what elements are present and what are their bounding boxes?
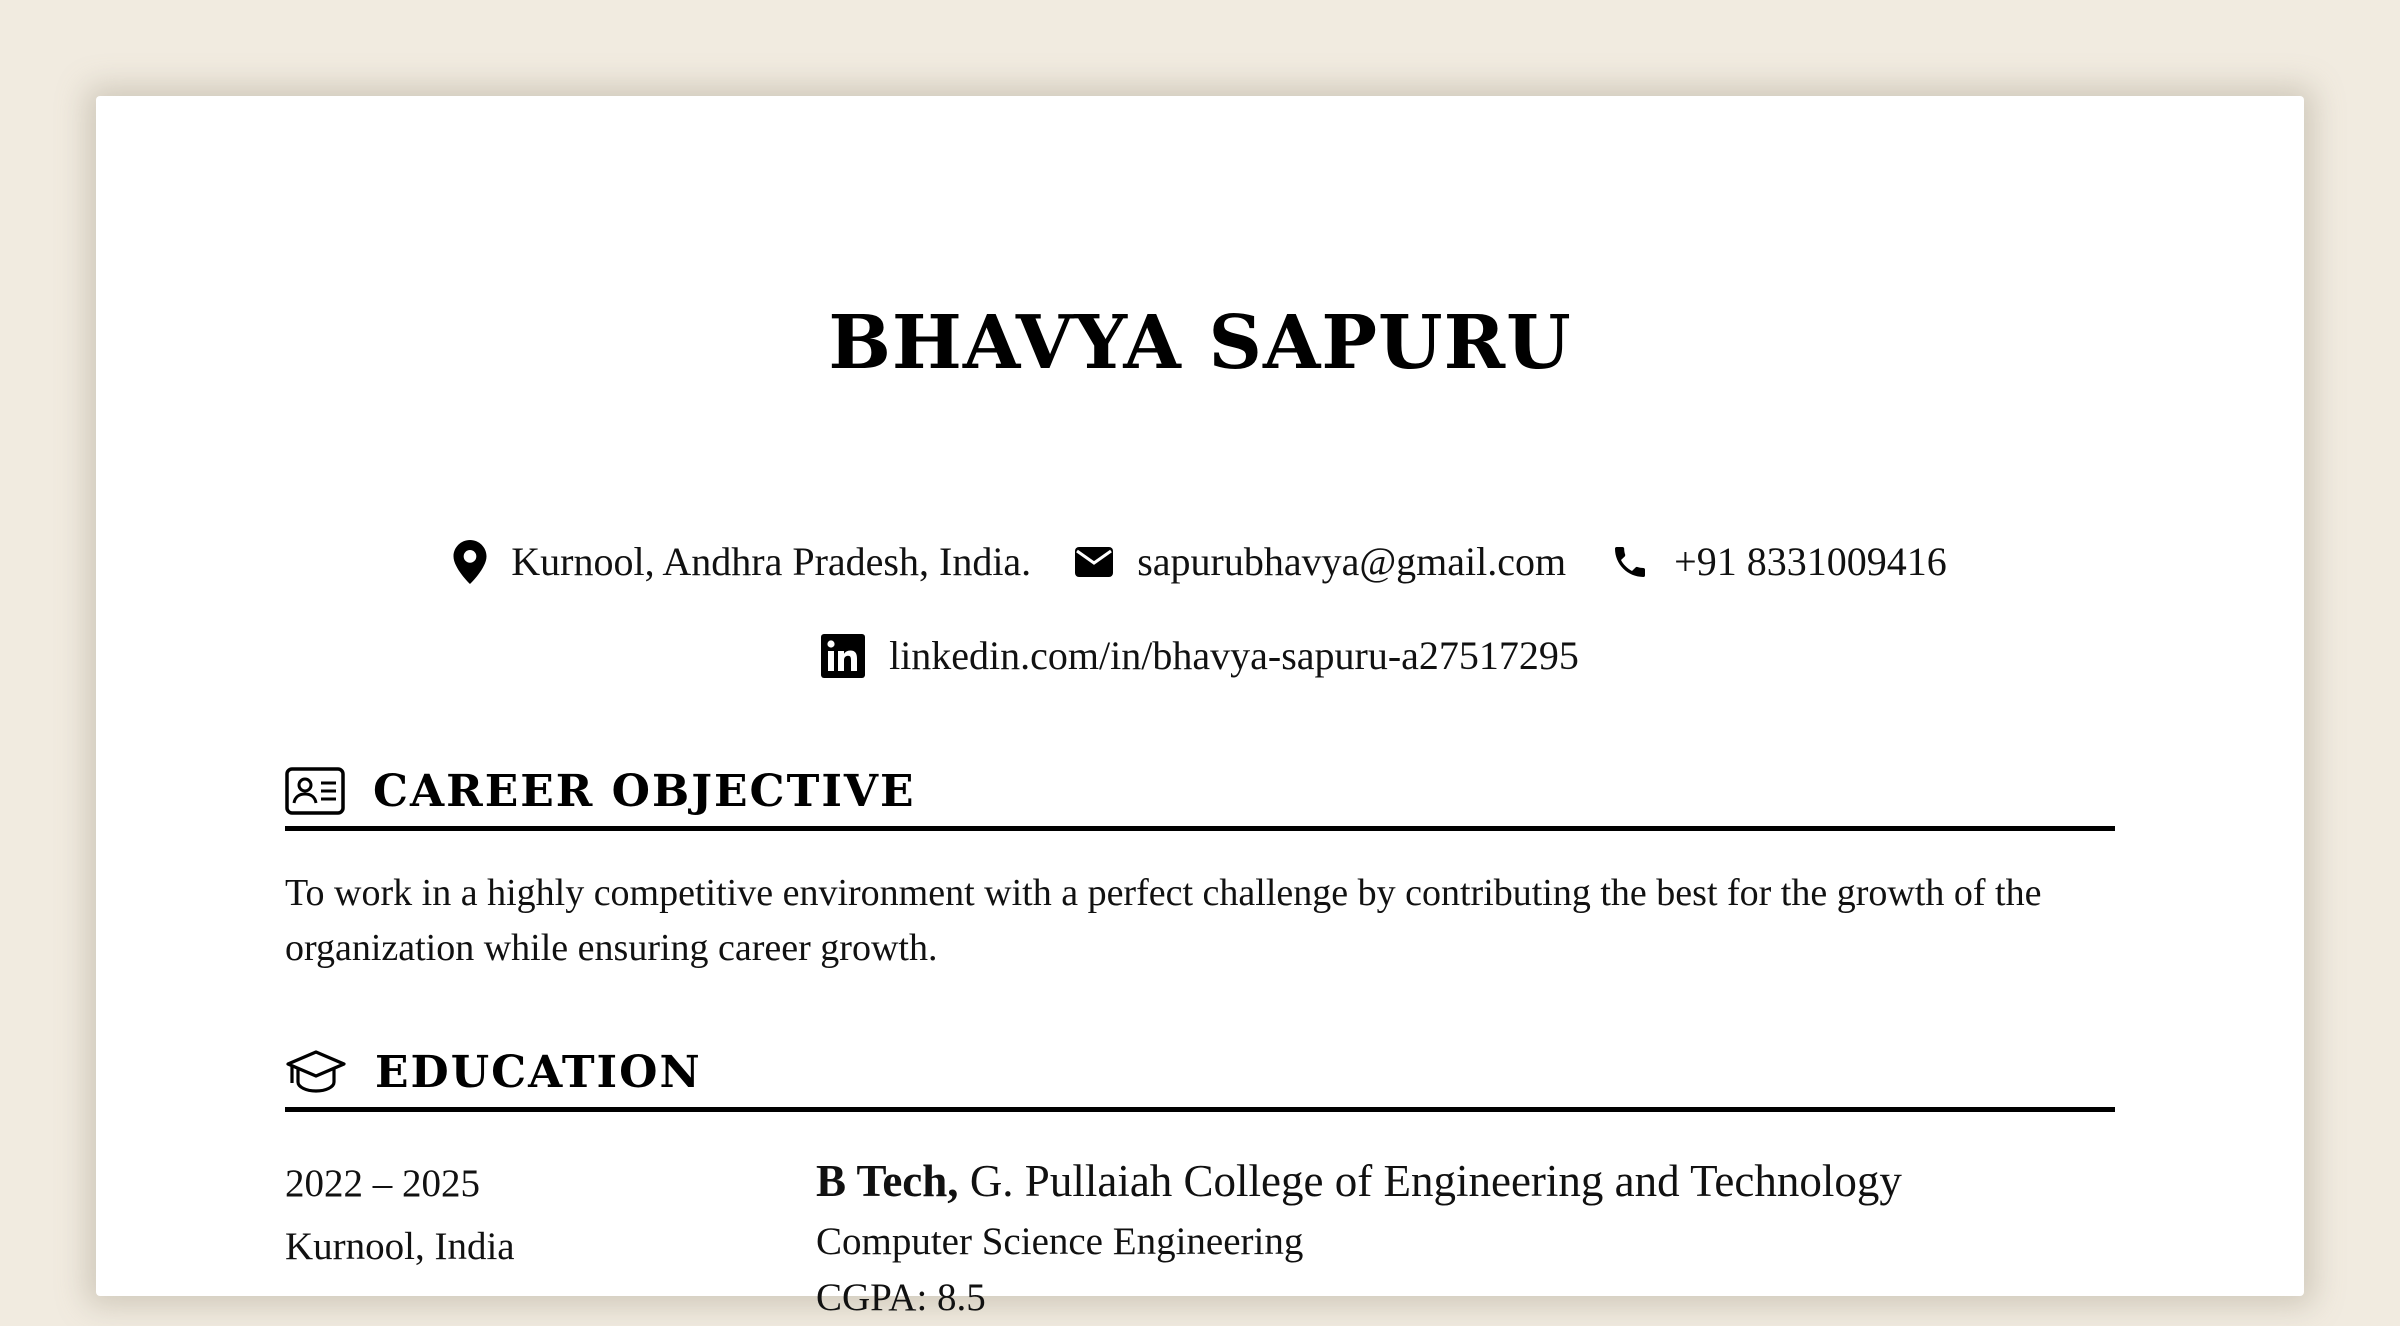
education-degree-line	[816, 1148, 1902, 1214]
location-text: Kurnool, Andhra Pradesh, India.	[511, 539, 1032, 584]
education-years: 2022 – 2025	[285, 1162, 480, 1205]
career-objective-heading	[285, 756, 2115, 831]
candidate-name: BHAVYA SAPURU	[828, 300, 1572, 386]
education-details	[816, 1148, 1902, 1326]
resume-page	[96, 96, 2304, 1319]
contact-phone[interactable]	[1610, 538, 1947, 585]
education-branch: Computer Science Engineering	[816, 1220, 1304, 1263]
envelope-icon	[1075, 547, 1113, 577]
section-title: EDUCATION	[375, 1046, 702, 1098]
contact-location	[453, 538, 1031, 585]
contact-email[interactable]	[1075, 538, 1566, 585]
phone-icon	[1610, 542, 1650, 582]
contact-row	[285, 538, 2115, 585]
graduation-cap-icon	[285, 1049, 347, 1095]
linkedin-text[interactable]: linkedin.com/in/bhavya-sapuru-a27517295	[889, 633, 1579, 678]
education-degree: B Tech,	[816, 1156, 959, 1206]
section-title: CAREER OBJECTIVE	[373, 765, 916, 817]
linkedin-icon	[821, 634, 865, 678]
education-heading	[285, 1037, 2115, 1112]
career-objective-text: To work in a highly competitive environment with a perfect challenge by contributing the best for the growth of the organization while ensuring career growth.	[285, 872, 2042, 969]
education-place: Kurnool, India	[285, 1225, 515, 1268]
contact-row-linkedin	[285, 632, 2115, 679]
education-institution: G. Pullaiah College of Engineering and Technology	[969, 1156, 1902, 1206]
education-score: CGPA: 8.5	[816, 1276, 986, 1319]
education-meta	[285, 1152, 515, 1278]
id-card-icon	[285, 767, 345, 815]
contact-linkedin[interactable]	[821, 632, 1579, 679]
phone-text[interactable]: +91 8331009416	[1674, 539, 1947, 584]
map-pin-icon	[453, 540, 487, 584]
email-text[interactable]: sapurubhavya@gmail.com	[1137, 539, 1567, 584]
